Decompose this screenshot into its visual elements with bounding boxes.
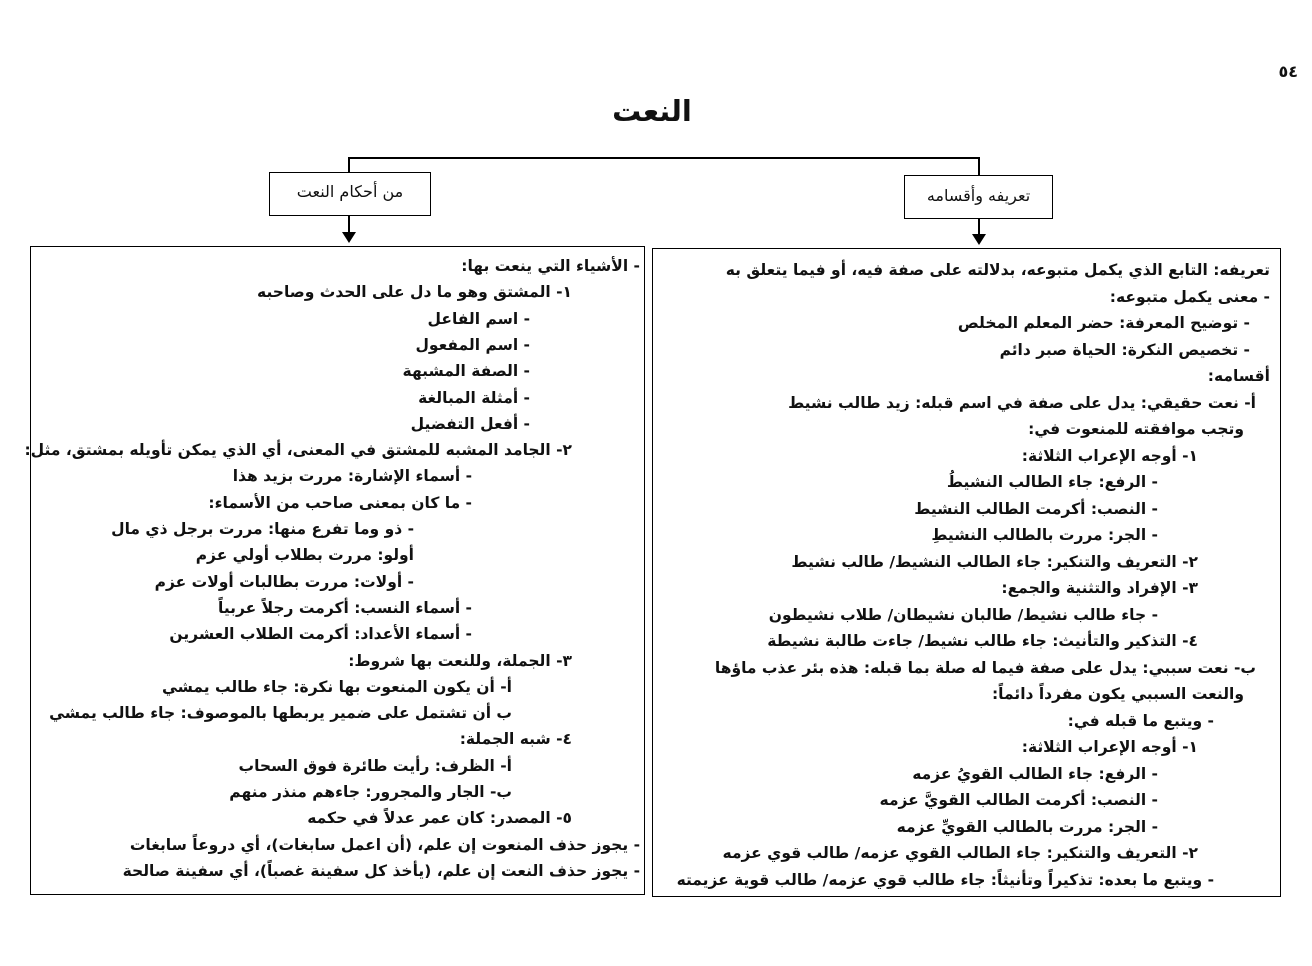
left-line-6: - أمثلة المبالغة xyxy=(418,388,530,407)
right-line-8: ١- أوجه الإعراب الثلاثة: xyxy=(1021,446,1198,465)
right-line-12: ٢- التعريف والتنكير: جاء الطالب النشيط/ طالب نشيط xyxy=(791,552,1198,571)
right-line-13: ٣- الإفراد والتثنية والجمع: xyxy=(1001,579,1198,597)
left-panel-content xyxy=(24,247,644,894)
left-line-5: - الصفة المشبهة xyxy=(402,362,530,381)
right-line-3: - توضيح المعرفة: حضر المعلم المخلص xyxy=(957,314,1250,332)
left-line-22: ٥- المصدر: كان عمر عدلاً في حكمه xyxy=(307,809,572,828)
right-line-24: - ويتبع ما بعده: تذكيراً وتأنيثاً: جاء طالب قوي عزمه/ طالب قوية عزيمته xyxy=(676,870,1214,889)
left-line-14: - أسماء النسب: أكرمت رجلاً عربياً xyxy=(218,598,472,617)
right-line-9: - الرفع: جاء الطالب النشيطُ xyxy=(946,473,1158,491)
left-line-12: أولو: مررت بطلاب أولي عزم xyxy=(195,546,414,565)
right-line-2: - معنى يكمل متبوعه: xyxy=(1109,287,1270,306)
right-panel-content xyxy=(653,249,1280,896)
right-line-7: وتجب موافقته للمنعوت في: xyxy=(1028,420,1244,438)
page-number: ٥٤ xyxy=(1278,62,1298,81)
right-line-5: أقسامه: xyxy=(1207,367,1270,385)
left-line-23: - يجوز حذف المنعوت إن علم، (أن اعمل سابغات)، أي دروعاً سابغات xyxy=(129,835,640,854)
right-line-11: - الجر: مررت بالطالب النشيطِ xyxy=(931,526,1158,544)
connector-right-drop xyxy=(978,157,980,175)
connector-top xyxy=(348,157,980,159)
right-header-box: تعريفه وأقسامه xyxy=(904,175,1053,219)
right-line-20: - الرفع: جاء الطالب القويُ عزمه xyxy=(912,764,1158,783)
arrow-left xyxy=(342,232,356,243)
right-line-10: - النصب: أكرمت الطالب النشيط xyxy=(914,499,1158,518)
left-line-9: - أسماء الإشارة: مررت بزيد هذا xyxy=(232,467,472,486)
left-line-2: ١- المشتق وهو ما دل على الحدث وصاحبه xyxy=(257,283,572,302)
left-line-10: - ما كان بمعنى صاحب من الأسماء: xyxy=(208,493,472,512)
right-line-14: - جاء طالب نشيط/ طالبان نشيطان/ طلاب نشيطون xyxy=(768,605,1158,624)
right-line-15: ٤- التذكير والتأنيث: جاء طالب نشيط/ جاءت طالبة نشيطة xyxy=(767,632,1198,650)
arrow-right xyxy=(972,234,986,245)
right-line-18: - ويتبع ما قبله في: xyxy=(1067,711,1214,730)
left-line-21: ب- الجار والمجرور: جاءهم منذر منهم xyxy=(229,783,512,801)
right-panel xyxy=(652,248,1281,897)
left-line-24: - يجوز حذف النعت إن علم، (يأخذ كل سفينة غصباً)، أي سفينة صالحة xyxy=(122,861,640,880)
left-line-7: - أفعل التفضيل xyxy=(410,414,530,433)
connector-left-drop xyxy=(348,157,350,173)
left-line-15: - أسماء الأعداد: أكرمت الطلاب العشرين xyxy=(169,625,472,644)
right-line-17: والنعت السببي يكون مفرداً دائماً: xyxy=(991,685,1244,703)
page-title: النعت xyxy=(612,94,692,128)
left-line-11: - ذو وما تفرع منها: مررت برجل ذي مال xyxy=(111,520,414,538)
connector-left-down xyxy=(348,215,350,233)
right-line-21: - النصب: أكرمت الطالب القويَّ عزمه xyxy=(879,791,1158,809)
left-line-4: - اسم المفعول xyxy=(415,335,530,354)
left-panel xyxy=(24,246,645,895)
left-line-17: أ- أن يكون المنعوت بها نكرة: جاء طالب يمشي xyxy=(161,677,512,696)
left-line-13: - أولات: مررت بطالبات أولات عزم xyxy=(154,572,414,591)
left-line-8: ٢- الجامد المشبه للمشتق في المعنى، أي الذي يمكن تأويله بمشتق، مثل: xyxy=(24,441,572,460)
left-line-19: ٤- شبه الجملة: xyxy=(459,730,572,749)
left-line-3: - اسم الفاعل xyxy=(427,309,530,328)
left-line-16: ٣- الجملة، وللنعت بها شروط: xyxy=(348,651,572,670)
right-line-23: ٢- التعريف والتنكير: جاء الطالب القوي عزمه/ طالب قوي عزمه xyxy=(722,844,1198,862)
right-line-22: - الجر: مررت بالطالب القويِّ عزمه xyxy=(896,817,1158,836)
right-line-19: ١- أوجه الإعراب الثلاثة: xyxy=(1021,738,1198,756)
left-line-20: أ- الظرف: رأيت طائرة فوق السحاب xyxy=(238,756,512,775)
right-line-6: أ- نعت حقيقي: يدل على صفة في اسم قبله: زيد طالب نشيط xyxy=(788,393,1256,412)
left-line-1: - الأشياء التي ينعت بها: xyxy=(461,257,640,275)
left-line-18: ب أن تشتمل على ضمير يربطها بالموصوف: جاء طالب يمشي xyxy=(49,704,512,723)
connector-right-down xyxy=(978,218,980,235)
right-line-1: تعريفه: التابع الذي يكمل متبوعه، بدلالته على صفة فيه، أو فيما يتعلق به xyxy=(725,261,1270,279)
left-header-box: من أحكام النعت xyxy=(269,172,431,216)
right-line-16: ب- نعت سببي: يدل على صفة فيما له صلة بما قبله: هذه بئر عذب ماؤها xyxy=(714,658,1256,677)
right-line-4: - تخصيص النكرة: الحياة صبر دائم xyxy=(999,340,1250,359)
